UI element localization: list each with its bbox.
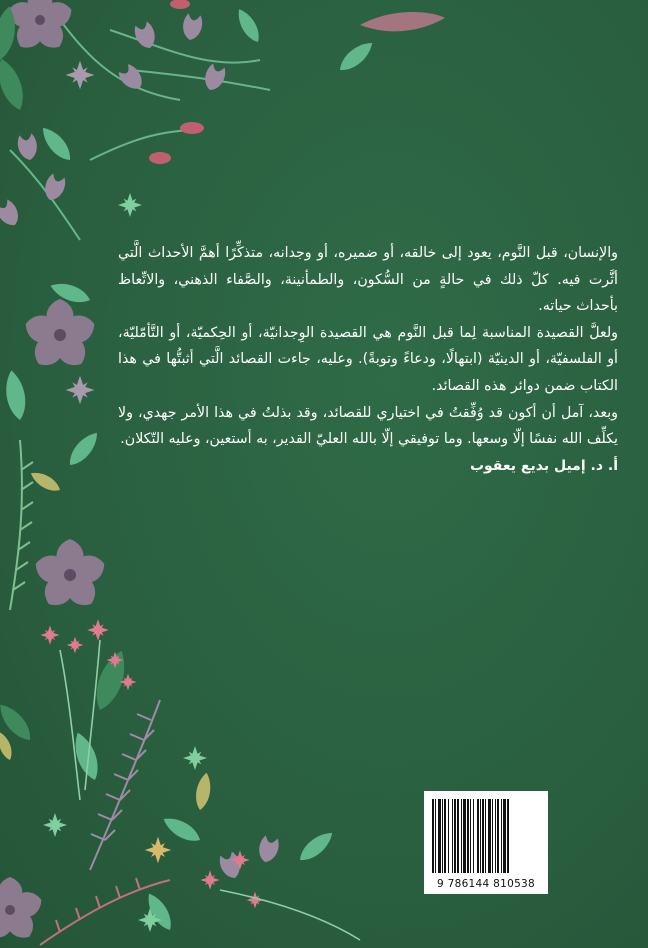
- barcode-bar: [467, 799, 469, 873]
- barcode: [424, 791, 548, 894]
- barcode-bar: [442, 799, 443, 873]
- barcode-bar: [488, 799, 491, 873]
- back-cover-text: [118, 240, 618, 479]
- barcode-bar: [470, 799, 471, 873]
- barcode-bar: [452, 799, 453, 873]
- barcode-bar: [461, 799, 462, 873]
- paragraph-3: وبعد، آمل أن أكون قد وُفِّقتُ في اختياري للقصائد، وقد بذلتُ في هذا الأمر جهدي، ولا يكلِّف الله نفسًا إلّا وسعها. وما توفيقي إلّا بالله العليّ القدير، به أستعين، وعليه التّكلان.: [118, 404, 618, 448]
- barcode-bar: [473, 799, 474, 873]
- barcode-bars: [432, 799, 540, 873]
- isbn-number: 9 786144 810538: [436, 878, 536, 890]
- barcode-bar: [482, 799, 484, 873]
- author-name: أ. د. إميل بديع يعقوب: [469, 457, 618, 474]
- paragraph-1: والإنسان، قبل النَّوم، يعود إلى خالقه، أو ضميره، أو وجدانه، متذكِّرًا أهمَّ الأحداث الَّتي أثَّرت فيه. كلّ ذلك في حالةٍ من السُّكون، والطمأنينة، والصَّفاء الذهني، والاتِّعاظ بأحداث حياته.: [118, 245, 618, 315]
- barcode-bar: [497, 799, 499, 873]
- barcode-bar: [457, 799, 459, 873]
- barcode-bar: [477, 799, 479, 873]
- barcode-bar: [495, 799, 496, 873]
- barcode-bar: [435, 799, 436, 873]
- barcode-bar: [454, 799, 456, 873]
- barcode-bar: [438, 799, 441, 873]
- barcode-bar: [485, 799, 486, 873]
- barcode-bar: [507, 799, 509, 873]
- barcode-bar: [444, 799, 446, 873]
- barcode-bar: [492, 799, 493, 873]
- barcode-bar: [463, 799, 466, 873]
- barcode-bar: [501, 799, 502, 873]
- barcode-bar: [432, 799, 434, 873]
- barcode-bar: [503, 799, 506, 873]
- barcode-bar: [480, 799, 481, 873]
- barcode-bar: [448, 799, 449, 873]
- paragraph-2: ولعلَّ القصيدة المناسبة لِما قبل النَّوم هي القصيدة الوِجدانيّة، أو الحِكميّة، أو التَّأمّليّة، أو الفلسفيّة، أو الدينيّة (ابتهالًا، ودعاءً وتوبةً). وعليه، جاءت القصائد الَّتي أثبتُّها في هذا الكتاب ضمن دوائر هذه القصائد.: [118, 324, 618, 394]
